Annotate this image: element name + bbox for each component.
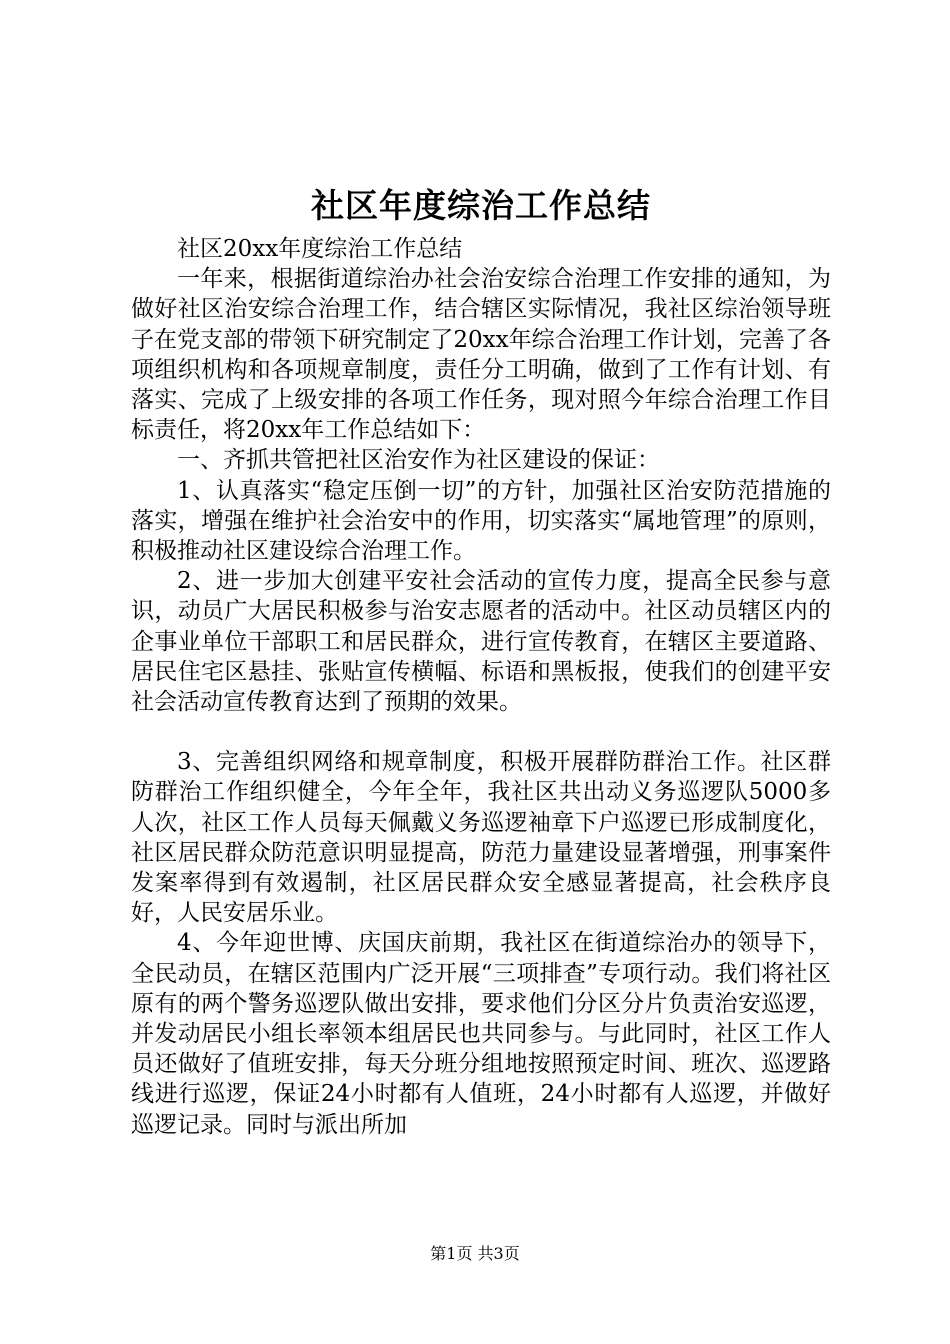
document-title: 社区年度综治工作总结 xyxy=(311,186,651,225)
paragraph-item-4: 4、今年迎世博、庆国庆前期，我社区在街道综治办的领导下，全民动员，在辖区范围内广泛开展“三项排查”专项行动。我们将社区原有的两个警务巡逻队做出安排，要求他们分区分片负责治安巡逻，并发动居民小组长率领本组居民也共同参与。与此同时，社区工作人员还做好了值班安排，每天分班分组地按照预定时间、班次、巡逻路线进行巡逻，保证24小时都有人值班，24小时都有人巡逻，并做好巡逻记录。同时与派出所加 xyxy=(131,930,831,1138)
paragraph-subtitle: 社区20xx年度综治工作总结 xyxy=(177,236,463,262)
paragraph-intro: 一年来，根据街道综治办社会治安综合治理工作安排的通知，为做好社区治安综合治理工作，结合辖区实际情况，我社区综治领导班子在党支部的带领下研究制定了20xx年综合治理工作计划，完善了各项组织机构和各项规章制度，责任分工明确，做到了工作有计划、有落实、完成了上级安排的各项工作任务，现对照今年综合治理工作目标责任，将20xx年工作总结如下： xyxy=(131,266,831,444)
document-page xyxy=(131,180,831,1140)
paragraph-item-1: 1、认真落实“稳定压倒一切”的方针，加强社区治安防范措施的落实，增强在维护社会治安中的作用，切实落实“属地管理”的原则，积极推动社区建设综合治理工作。 xyxy=(131,477,831,565)
paragraph-section-heading: 一、齐抓共管把社区治安作为社区建设的保证： xyxy=(177,447,660,474)
paragraph-item-3: 3、完善组织网络和规章制度，积极开展群防群治工作。社区群防群治工作组织健全，今年全年，我社区共出动义务巡逻队5000多人次，社区工作人员每天佩戴义务巡逻袖章下户巡逻已形成制度化，社区居民群众防范意识明显提高，防范力量建设显著增强，刑事案件发案率得到有效遏制，社区居民群众安全感显著提高，社会秩序良好，人民安居乐业。 xyxy=(131,749,831,927)
page-number-footer: 第1页 共3页 xyxy=(430,1244,520,1263)
paragraph-item-2: 2、进一步加大创建平安社会活动的宣传力度，提高全民参与意识，动员广大居民积极参与治安志愿者的活动中。社区动员辖区内的企事业单位干部职工和居民群众，进行宣传教育，在辖区主要道路、居民住宅区悬挂、张贴宣传横幅、标语和黑板报，使我们的创建平安社会活动宣传教育达到了预期的效果。 xyxy=(131,568,831,716)
